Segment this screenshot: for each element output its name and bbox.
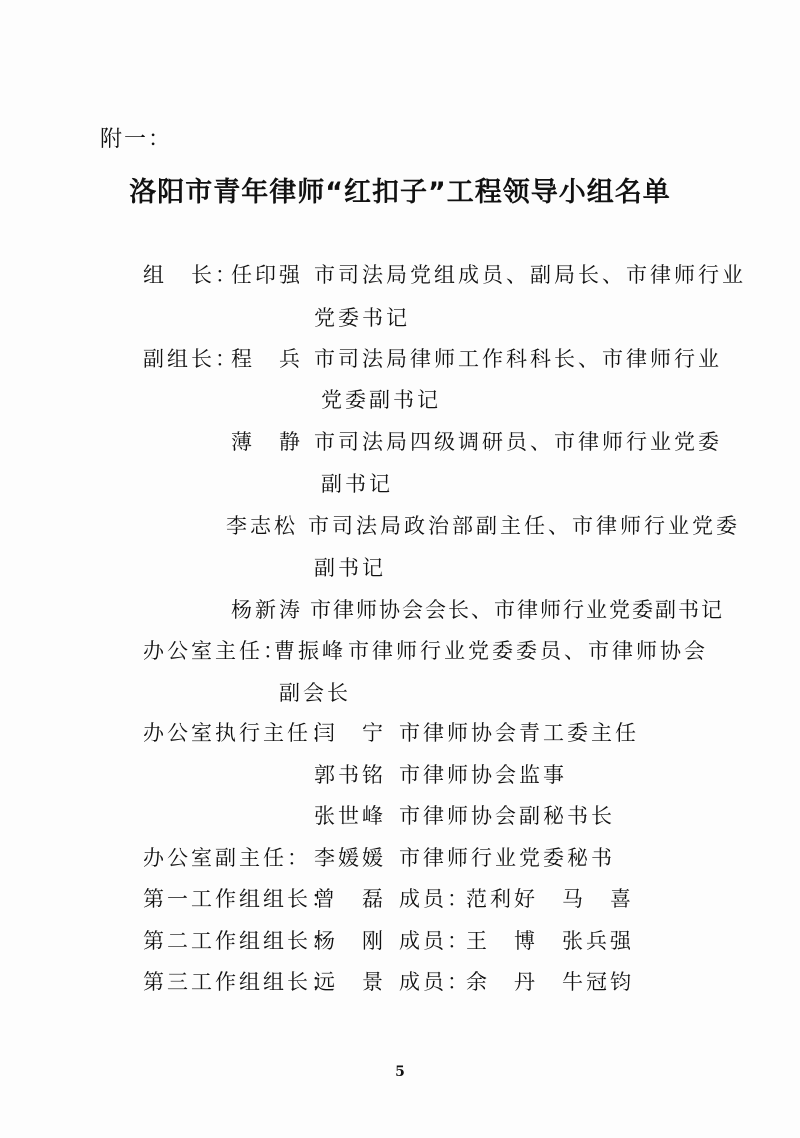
office-director-desc-cont: 副会长 bbox=[279, 681, 351, 705]
group-2-members: 王 博 张兵强 bbox=[466, 929, 634, 953]
group-2-leader: 杨 刚 bbox=[314, 929, 386, 953]
deputy-role: 副组长： bbox=[143, 347, 239, 371]
group-1-leader: 曾 磊 bbox=[314, 887, 386, 911]
deputy-desc-2: 市司法局四级调研员、市律师行业党委 bbox=[314, 430, 722, 454]
exec-director-name-1: 闫 宁 bbox=[314, 721, 386, 745]
exec-director-desc-2: 市律师协会监事 bbox=[399, 763, 567, 787]
deputy-desc-1-cont: 党委副书记 bbox=[321, 388, 441, 412]
deputy-name-4: 杨新涛 bbox=[231, 598, 303, 622]
leader-desc: 市司法局党组成员、副局长、市律师行业 bbox=[314, 263, 746, 287]
exec-director-name-3: 张世峰 bbox=[314, 804, 386, 828]
group-3-members: 余 丹 牛冠钧 bbox=[466, 970, 634, 994]
deputy-desc-3-cont: 副书记 bbox=[314, 556, 386, 580]
group-1-role: 第一工作组组长： bbox=[143, 887, 335, 911]
office-director-desc: 市律师行业党委委员、市律师协会 bbox=[348, 639, 708, 663]
exec-director-name-2: 郭书铭 bbox=[314, 763, 386, 787]
group-3-leader: 远 景 bbox=[314, 970, 386, 994]
group-1-members: 范利好 马 喜 bbox=[466, 887, 634, 911]
deputy-name-3: 李志松 bbox=[226, 514, 298, 538]
deputy-name-1: 程 兵 bbox=[231, 347, 303, 371]
group-3-members-label: 成员： bbox=[399, 970, 471, 994]
leader-desc-cont: 党委书记 bbox=[314, 306, 410, 330]
leader-name: 任印强 bbox=[231, 263, 303, 287]
exec-director-desc-1: 市律师协会青工委主任 bbox=[399, 721, 639, 745]
office-director-name: 曹振峰 bbox=[274, 639, 346, 663]
office-deputy-desc: 市律师行业党委秘书 bbox=[399, 846, 615, 870]
group-2-members-label: 成员： bbox=[399, 929, 471, 953]
office-deputy-role: 办公室副主任： bbox=[143, 846, 311, 870]
group-3-role: 第三工作组组长： bbox=[143, 970, 335, 994]
deputy-desc-4: 市律师协会会长、市律师行业党委副书记 bbox=[310, 598, 724, 622]
page-number: 5 bbox=[395, 1064, 405, 1080]
office-deputy-name: 李媛媛 bbox=[314, 846, 386, 870]
exec-director-role: 办公室执行主任： bbox=[143, 721, 335, 745]
deputy-desc-2-cont: 副书记 bbox=[321, 472, 393, 496]
office-director-role: 办公室主任： bbox=[143, 639, 287, 663]
exec-director-desc-3: 市律师协会副秘书长 bbox=[399, 804, 615, 828]
deputy-desc-1: 市司法局律师工作科科长、市律师行业 bbox=[314, 347, 722, 371]
deputy-desc-3: 市司法局政治部副主任、市律师行业党委 bbox=[308, 514, 740, 538]
deputy-name-2: 薄 静 bbox=[231, 430, 303, 454]
leader-role: 组 长： bbox=[143, 263, 239, 287]
group-2-role: 第二工作组组长： bbox=[143, 929, 335, 953]
attachment-label: 附一： bbox=[100, 127, 173, 152]
page-title: 洛阳市青年律师“红扣子”工程领导小组名单 bbox=[129, 177, 671, 208]
group-1-members-label: 成员： bbox=[399, 887, 471, 911]
